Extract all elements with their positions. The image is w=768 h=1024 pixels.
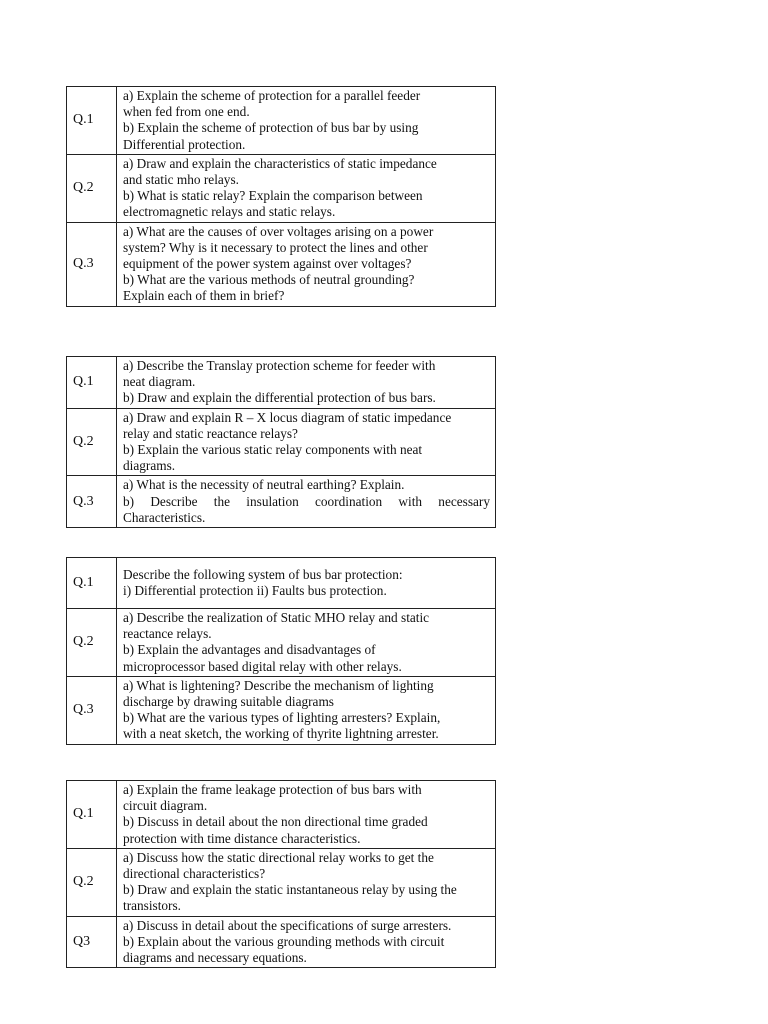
question-line: b) Explain the scheme of protection of bus bar by using — [123, 120, 419, 136]
question-row — [67, 222, 496, 306]
question-text — [117, 781, 496, 849]
question-line: with a neat sketch, the working of thyrite lightning arrester. — [123, 726, 439, 742]
question-line: discharge by drawing suitable diagrams — [123, 694, 334, 710]
question-line: when fed from one end. — [123, 104, 250, 120]
question-text — [117, 676, 496, 744]
question-line: b) What are the various methods of neutral grounding? — [123, 272, 415, 288]
question-line: a) Describe the realization of Static MHO relay and static — [123, 610, 430, 625]
question-line: electromagnetic relays and static relays. — [123, 204, 336, 220]
question-line: b) Explain the various static relay components with neat — [123, 442, 423, 458]
question-line: a) What is lightening? Describe the mechanism of lighting — [123, 677, 434, 693]
question-row — [67, 781, 496, 849]
question-line: Explain each of them in brief? — [123, 288, 285, 304]
question-number: Q.3 — [67, 676, 117, 744]
question-number: Q.2 — [67, 408, 117, 476]
question-row — [67, 848, 496, 916]
question-row — [67, 916, 496, 968]
question-table-1 — [66, 86, 496, 307]
question-text — [117, 154, 496, 222]
question-line: a) Explain the scheme of protection for a parallel feeder — [123, 88, 421, 103]
question-line: b) Draw and explain the differential protection of bus bars. — [123, 390, 436, 406]
question-row — [67, 676, 496, 744]
question-line: b) Explain about the various grounding methods with circuit — [123, 933, 445, 949]
question-number: Q.1 — [67, 781, 117, 849]
question-line: b) Describe the insulation coordination with necessary — [123, 493, 490, 509]
question-text — [117, 357, 496, 409]
question-line: equipment of the power system against over voltages? — [123, 256, 412, 272]
question-row — [67, 609, 496, 677]
question-line: microprocessor based digital relay with other relays. — [123, 658, 402, 674]
question-line: a) What is the necessity of neutral earthing? Explain. — [123, 477, 405, 493]
question-line: b) What is static relay? Explain the comparison between — [123, 188, 423, 204]
question-line: b) Discuss in detail about the non directional time graded — [123, 814, 428, 830]
question-table-4 — [66, 780, 496, 968]
question-line: neat diagram. — [123, 374, 196, 390]
question-line: system? Why is it necessary to protect the lines and other — [123, 239, 428, 255]
question-line: circuit diagram. — [123, 798, 208, 814]
question-line: diagrams. — [123, 458, 176, 474]
question-number: Q.1 — [67, 558, 117, 609]
question-number: Q.3 — [67, 476, 117, 528]
question-text — [117, 609, 496, 677]
question-number: Q.2 — [67, 154, 117, 222]
question-row — [67, 476, 496, 528]
question-row — [67, 408, 496, 476]
question-text — [117, 222, 496, 306]
question-number: Q.3 — [67, 222, 117, 306]
question-line: diagrams and necessary equations. — [123, 950, 307, 966]
question-line: a) Describe the Translay protection scheme for feeder with — [123, 358, 436, 373]
question-row — [67, 558, 496, 609]
question-line: protection with time distance characteristics. — [123, 830, 361, 846]
question-line: reactance relays. — [123, 626, 212, 642]
question-line: directional characteristics? — [123, 866, 266, 882]
question-line: b) Draw and explain the static instantaneous relay by using the — [123, 882, 457, 898]
question-line: Differential protection. — [123, 136, 246, 152]
question-row — [67, 357, 496, 409]
question-row — [67, 87, 496, 155]
question-line: a) Explain the frame leakage protection of bus bars with — [123, 782, 422, 797]
question-text — [117, 848, 496, 916]
question-number: Q.2 — [67, 609, 117, 677]
question-number: Q.1 — [67, 87, 117, 155]
question-number: Q.2 — [67, 848, 117, 916]
question-line: transistors. — [123, 898, 181, 914]
question-line: relay and static reactance relays? — [123, 425, 298, 441]
question-table-3 — [66, 557, 496, 745]
question-line: b) Explain the advantages and disadvantages of — [123, 642, 376, 658]
question-line: a) What are the causes of over voltages arising on a power — [123, 223, 434, 239]
question-text — [117, 408, 496, 476]
question-table-2 — [66, 356, 496, 528]
question-text — [117, 558, 496, 609]
question-text — [117, 87, 496, 155]
question-row — [67, 154, 496, 222]
question-line: a) Draw and explain R – X locus diagram of static impedance — [123, 409, 452, 425]
question-line: Describe the following system of bus bar protection: — [123, 566, 403, 582]
question-line: and static mho relays. — [123, 172, 239, 188]
question-line: Characteristics. — [123, 509, 206, 525]
question-line: a) Discuss how the static directional relay works to get the — [123, 849, 434, 865]
question-line: a) Draw and explain the characteristics of static impedance — [123, 155, 437, 171]
question-line: b) What are the various types of lighting arresters? Explain, — [123, 710, 441, 726]
question-text — [117, 916, 496, 968]
question-number: Q3 — [67, 916, 117, 968]
question-line: a) Discuss in detail about the specifications of surge arresters. — [123, 917, 452, 933]
question-text — [117, 476, 496, 528]
question-line: i) Differential protection ii) Faults bus protection. — [123, 583, 387, 598]
question-number: Q.1 — [67, 357, 117, 409]
